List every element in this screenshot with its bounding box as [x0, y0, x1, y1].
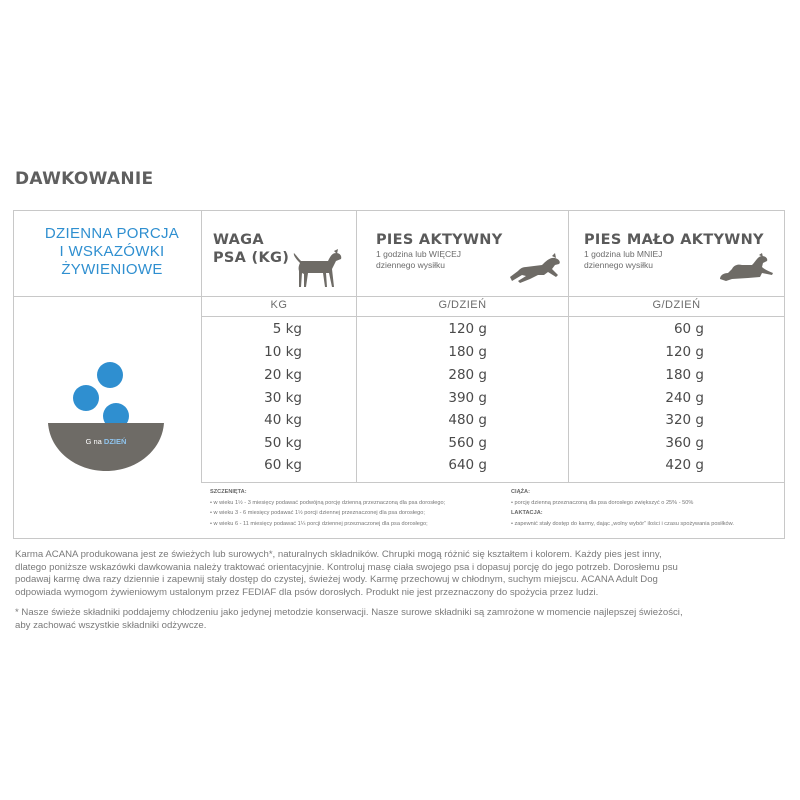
header-daily-portion [22, 225, 202, 279]
paragraph-line: Karma ACANA produkowana jest ze świeżych lub surowych*, naturalnych składników. Chrupki mogą różnić się kształtem i kolorem. Każdy pies jest inny, [15, 549, 662, 560]
page-title: DAWKOWANIE [15, 169, 154, 189]
footnote [15, 607, 785, 632]
row-less: 240 g [665, 390, 704, 406]
row-active: 560 g [448, 435, 487, 451]
row-active: 640 g [448, 457, 487, 473]
notes-title: LAKTACJA: [511, 510, 543, 516]
notes-puppies [210, 487, 445, 529]
row-weight: 40 kg [264, 412, 302, 428]
bowl-label-accent: DZIEŃ [103, 437, 127, 446]
notes-pregnancy [511, 487, 734, 529]
row-weight: 10 kg [264, 344, 302, 360]
lying-dog-icon [718, 253, 774, 283]
row-less: 180 g [665, 367, 704, 383]
row-weight: 20 kg [264, 367, 302, 383]
row-weight: 5 kg [272, 321, 302, 337]
notes-line: • w wieku 3 - 6 miesięcy podawać 1½ porcji dziennej przeznaczonej dla psa dorosłego; [210, 510, 425, 516]
footnote-line: * Nasze świeże składniki poddajemy chłodzeniu jako jedynej metodzie konserwacji. Nasze surowe składniki są zamrożone w momencie najlepszej świeżości, [15, 607, 683, 618]
row-active: 280 g [448, 367, 487, 383]
paragraph-line: odpowiada wymogom żywieniowym ustalonym przez FEDIAF dla psów dorosłych. Produkt nie jest przeznaczony do spożycia przez ludzi. [15, 586, 599, 598]
grid-line [14, 296, 784, 297]
header-line: ŻYWIENIOWE [61, 261, 163, 278]
header-line: DZIENNA PORCJA [44, 225, 180, 242]
description-paragraph [15, 549, 785, 599]
row-less: 360 g [665, 435, 704, 451]
header-line: dziennego wysiłku [376, 260, 445, 270]
header-line: 1 godzina lub WIĘCEJ [376, 249, 462, 259]
header-line: PSA (KG) [213, 250, 290, 266]
header-line: 1 godzina lub MNIEJ [584, 249, 663, 259]
row-less: 120 g [665, 344, 704, 360]
notes-line: • porcję dzienną przeznaczoną dla psa dorosłego zwiększyć o 25% - 50% [511, 499, 694, 506]
grid-line [201, 316, 784, 317]
bowl-label-prefix: G na [85, 437, 102, 446]
row-less: 320 g [665, 412, 704, 428]
row-weight: 60 kg [264, 457, 302, 473]
grid-line [201, 482, 784, 483]
header-weight [213, 231, 289, 267]
column-header-less: G/DZIEŃ [652, 299, 701, 311]
row-less: 420 g [665, 457, 704, 473]
row-less: 60 g [673, 321, 704, 337]
row-active: 180 g [448, 344, 487, 360]
notes-line: • w wieku 1½ - 3 miesięcy podawać podwójną porcję dzienną przeznaczoną dla psa dorosłego; [210, 499, 446, 506]
running-dog-icon [508, 253, 562, 285]
row-weight: 50 kg [264, 435, 302, 451]
footnote-line: aby zachować wszystkie składniki odżywcze. [15, 619, 207, 631]
dosage-table [13, 210, 785, 539]
row-weight: 30 kg [264, 390, 302, 406]
header-line: WAGA [213, 232, 264, 248]
header-active-dog: PIES AKTYWNY [376, 232, 503, 248]
notes-title: SZCZENIĘTA: [210, 489, 247, 495]
header-line: dziennego wysiłku [584, 260, 653, 270]
row-active: 120 g [448, 321, 487, 337]
row-active: 390 g [448, 390, 487, 406]
header-less-active-sub [584, 249, 662, 271]
food-bowl-icon [44, 361, 168, 473]
paragraph-line: dlatego poniższe wskazówki dawkowania należy traktować orientacyjnie. Kontroluj masę ciała swojego psa i dopasuj porcję do jego potrzeb. Dorosłemu psu [15, 561, 678, 573]
header-line: I WSKAZÓWKI [59, 243, 165, 260]
column-header-active: G/DZIEŃ [438, 299, 487, 311]
notes-line: • w wieku 6 - 11 miesięcy podawać 1¼ porcji dziennej przeznaczonej dla psa dorosłego; [210, 520, 428, 527]
row-active: 480 g [448, 412, 487, 428]
header-less-active-dog: PIES MAŁO AKTYWNY [584, 232, 764, 248]
paragraph-line: podawaj karmę dwa razy dziennie i zapewnij stały dostęp do czystej, świeżej wody. Karmę przechowuj w chłodnym, suchym miejscu. ACANA Adult Dog [15, 574, 658, 585]
notes-line: • zapewnić stały dostęp do karmy, dając „wolny wybór” ilości i czasu spożywania posiłków. [511, 520, 734, 527]
notes-title: CIĄŻA: [511, 489, 530, 495]
column-header-kg: KG [270, 299, 288, 311]
bowl-label [48, 437, 164, 446]
standing-dog-icon [290, 249, 344, 293]
header-active-sub [376, 249, 461, 271]
